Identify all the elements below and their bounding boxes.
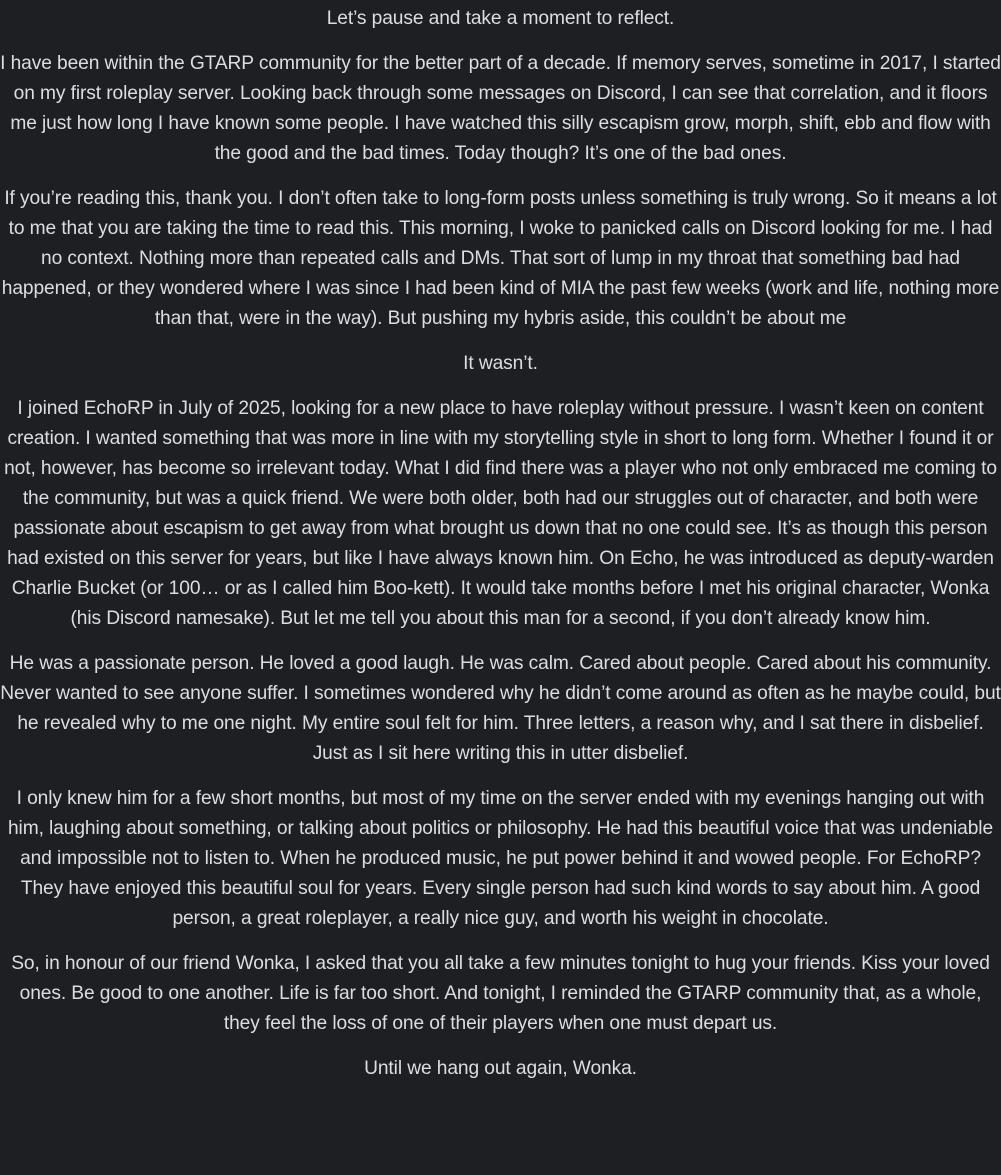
message-paragraph-8 [0, 949, 1001, 1039]
message-paragraph-7: I only knew him for a few short months, but most of my time on the server ended with my evenings hanging out with him, laughing about something, or talking about politics or philosophy. He had this beautiful voice that was undeniable and impossible not to listen to. When he produced music, he put power behind it and wowed people. For EchoRP? They have enjoyed this beautiful soul for years. Every single person had such kind words to say about him. A good person, a great roleplayer, a really nice guy, and worth his weight in chocolate. [7, 788, 994, 929]
message-paragraph-6: He was a passionate person. He loved a good laugh. He was calm. Cared about people. Cared about his community. Never wanted to see anyone suffer. I sometimes wondered why he didn’t come around as often as he maybe could, but he revealed why to me one night. My entire soul felt for him. Three letters, a reason why, and I sat there in disbelief. Just as I sit here writing this in utter disbelief. [0, 653, 1001, 764]
message-paragraph-4: It wasn’t. [463, 353, 538, 374]
message-paragraph-2: I have been within the GTARP community for the better part of a decade. If memory serves, sometime in 2017, I started on my first roleplay server. Looking back through some messages on Discord, I can see that correlation, and it floors me just how long I have known some people. I have watched this silly escapism grow, morph, shift, ebb and flow with the good and the bad times. Today though? It’s one of the bad ones. [0, 53, 1001, 164]
message-paragraph-9: Until we hang out again, Wonka. [364, 1058, 637, 1079]
message-paragraph-3: If you’re reading this, thank you. I don’t often take to long-form posts unless something is truly wrong. So it means a lot to me that you are taking the time to read this. This morning, I woke to panicked calls on Discord looking for me. I had no context. Nothing more than repeated calls and DMs. That sort of lump in my throat that something bad had happened, or they wondered where I was since I had been kind of MIA the past few weeks (work and life, nothing more than that, were in the way). But pushing my hybris aside, this couldn’t be about me [1, 188, 1000, 329]
message-paragraph-5: I joined EchoRP in July of 2025, looking for a new place to have roleplay without pressure. I wasn’t keen on content creation. I wanted something that was more in line with my storytelling style in short to long form. Whether I found it or not, however, has become so irrelevant today. What I did find there was a player who not only embraced me coming to the community, but was a quick friend. We were both older, both had our struggles out of character, and both were passionate about escapism to get away from what brought us down that no one could see. It’s as though this person had existed on this server for years, but like I have always known him. On Echo, he was introduced as deputy-warden Charlie Bucket (or 100… or as I called him Boo-kett). It would take months before I met his original character, Wonka (his Discord namesake). But let me tell you about this man for a second, if you don’t already know him. [4, 398, 997, 629]
message-paragraph-8-text: So, in honour of our friend Wonka, I asked that you all take a few minutes tonight to hug your friends. Kiss your loved ones. Be good to one another. Life is far too short. And tonight, I reminded the GTARP community that, as a whole, they feel the loss of one of their players when one must depart us. [11, 953, 990, 1034]
message-paragraph-1: Let’s pause and take a moment to reflect. [326, 8, 675, 29]
